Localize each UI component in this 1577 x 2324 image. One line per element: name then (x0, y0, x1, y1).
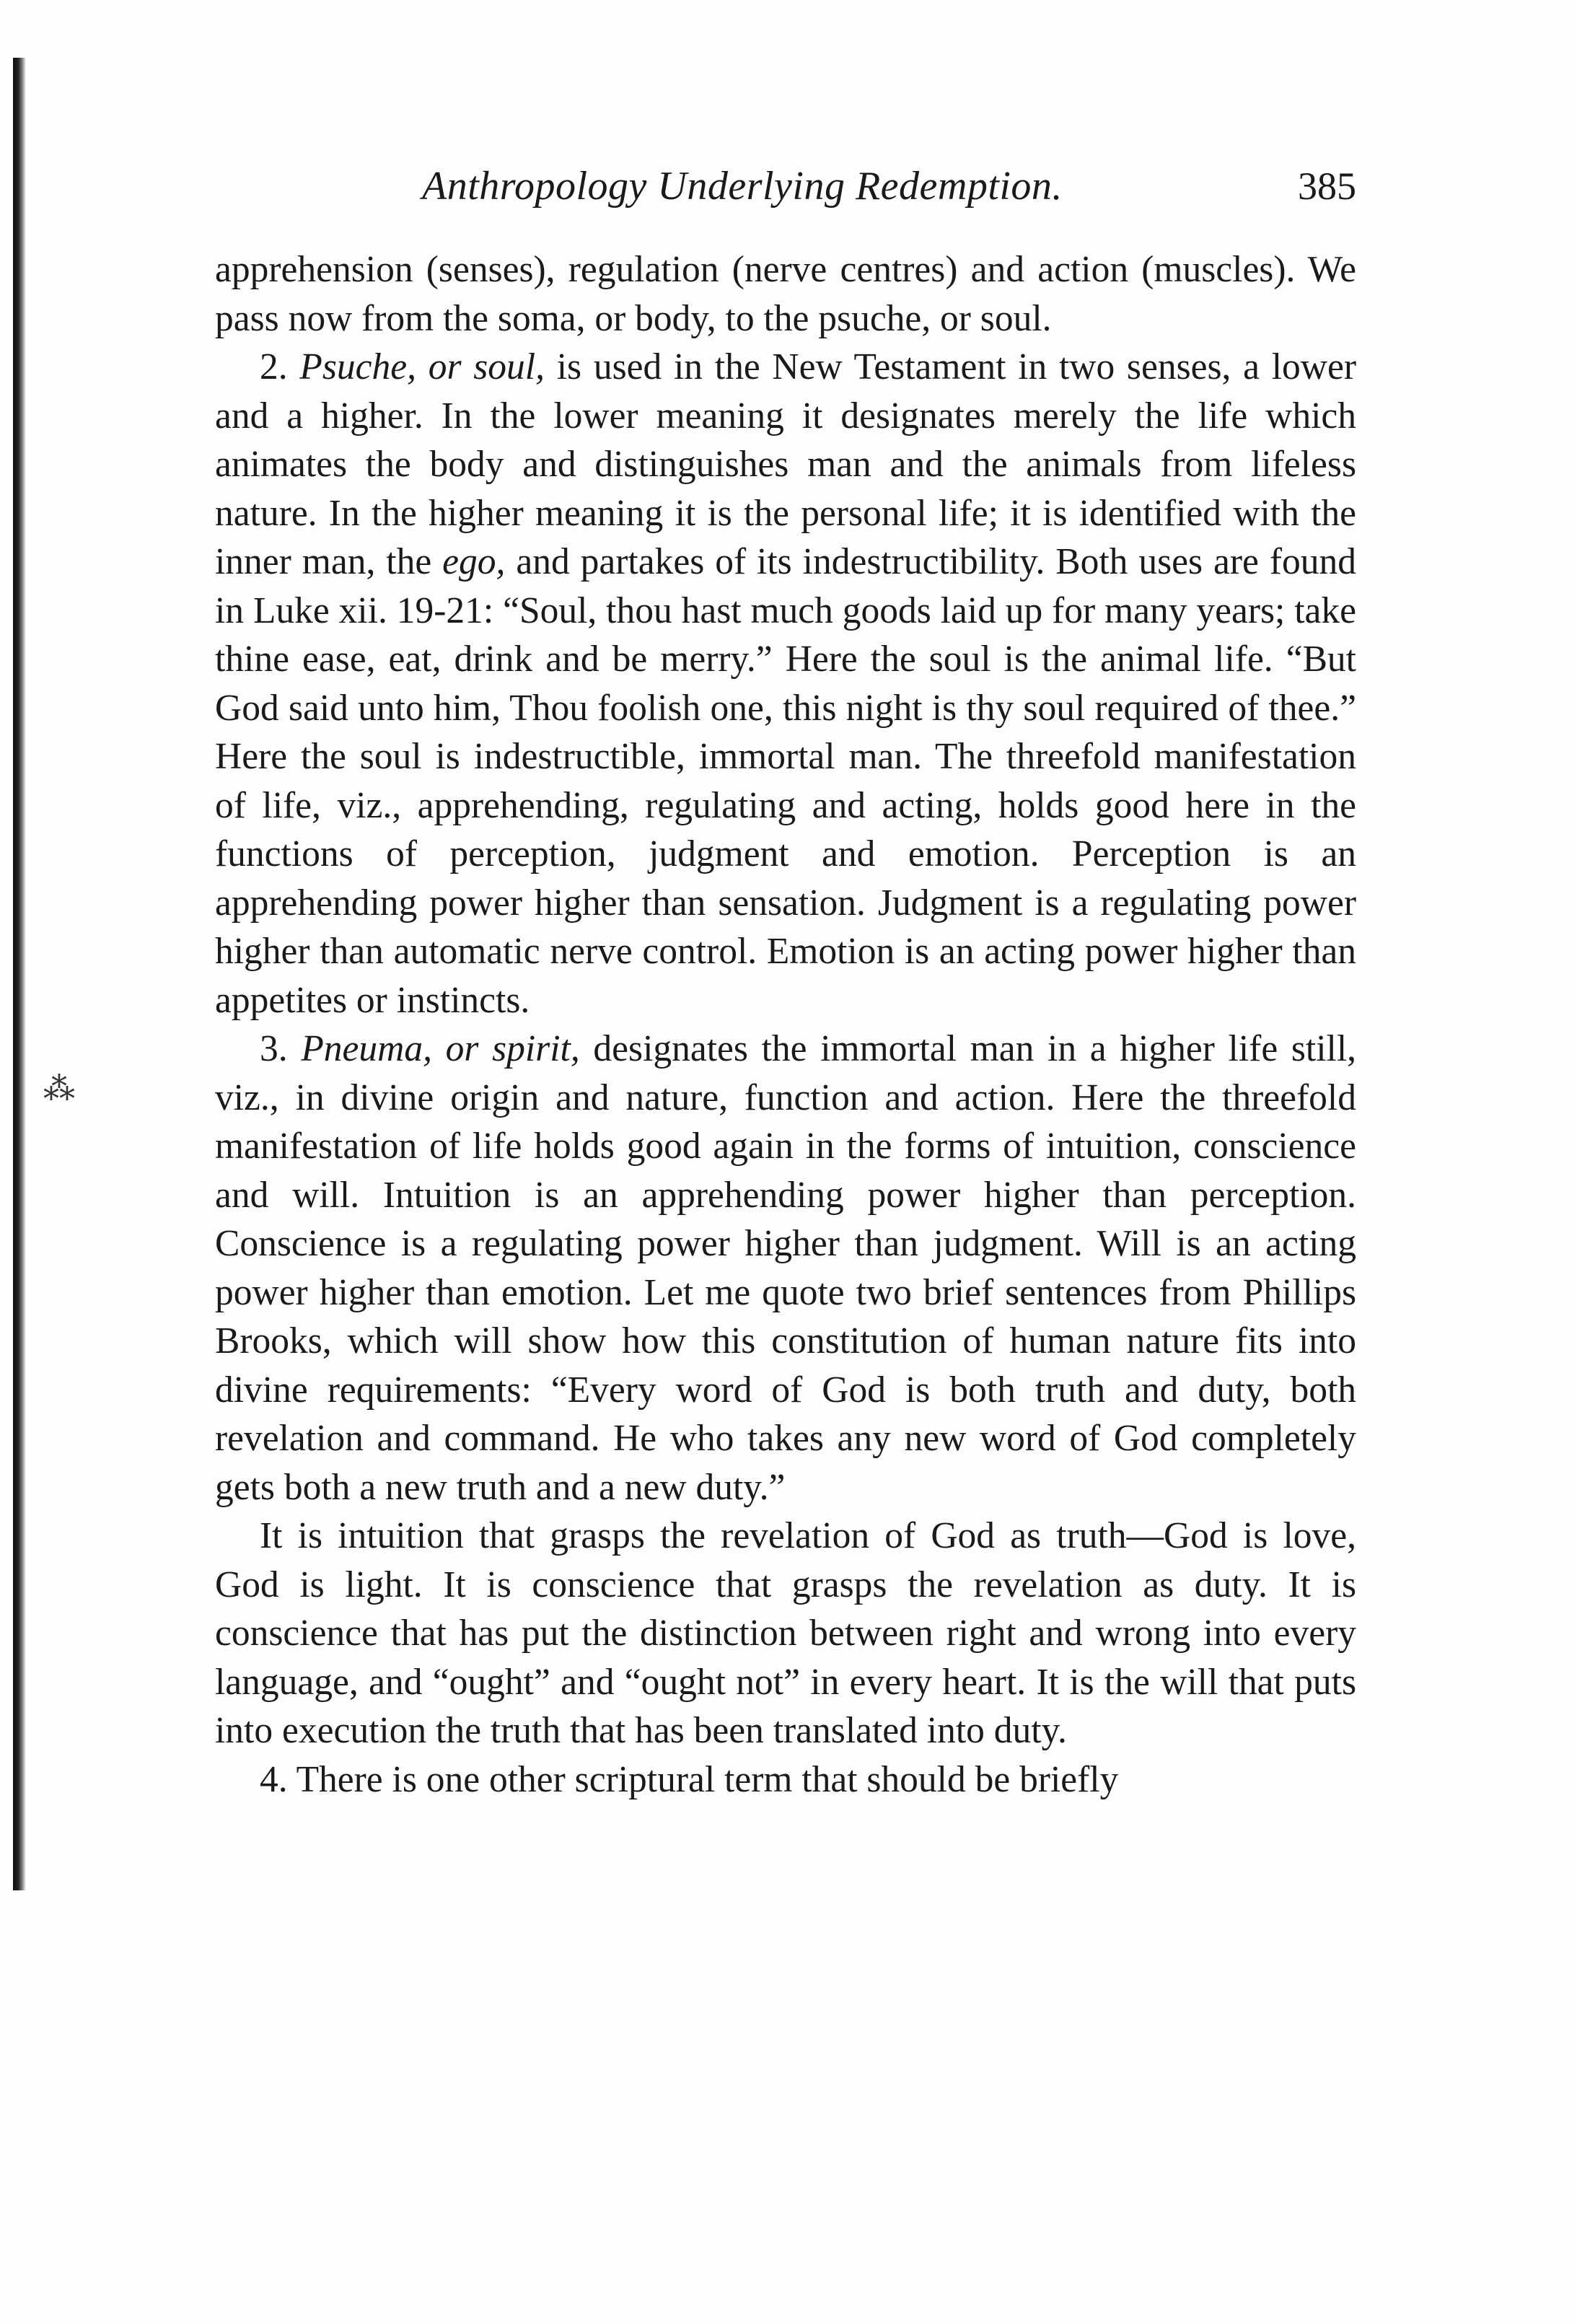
text-run: 4. There is one other scriptural term that should be briefly (260, 1758, 1119, 1800)
text-run: It is intuition that grasps the revelation of God as truth—God is love, God is light. It is conscience that grasps the revelation as duty. It is conscience that has put the distinction between right and wrong into every language, and “ought” and “ought not” in every heart. It is the will that puts into execution the truth that has been translated into duty. (215, 1515, 1356, 1751)
term-pneuma: Pneuma, or spirit, (301, 1028, 580, 1069)
paragraph-1 (215, 245, 1356, 343)
text-run: and partakes of its indestructibility. Both uses are found in Luke xii. 19-21: “Soul, thou hast much goods laid up for many years; take thine ease, eat, drink and be merry.” Here the soul is the animal life. “But God said unto him, Thou foolish one, this night is thy soul required of thee.” Here the soul is indestructible, immortal man. The threefold manifestation of life, viz., apprehending, regulating and acting, holds good here in the functions of perception, judgment and emotion. Perception is an apprehending power higher than sensation. Judgment is a regulating power higher than automatic nerve control. Emotion is an acting power higher than appetites or instincts. (215, 541, 1357, 1021)
paragraph-4-intuition (215, 1512, 1356, 1755)
section-number: 3. (260, 1028, 302, 1069)
term-ego: ego, (442, 541, 506, 582)
page-number: 385 (1298, 165, 1356, 208)
text-run: is used in the New Testament in two senses, a lower and a higher. In the lower meaning it designates merely the life which animates the body and distinguishes man and the animals from lifeless nature. In the higher meaning it is the personal life; it is identified with the inner man, the (215, 346, 1357, 582)
section-number: 2. (260, 346, 300, 387)
scan-binding-edge (13, 58, 26, 1890)
paragraph-3-pneuma (215, 1025, 1356, 1512)
running-title: Anthropology Underlying Redemption. (422, 164, 1063, 209)
text-run: designates the immortal man in a higher life still, viz., in divine origin and nature, function and action. Here the threefold manifestation of life holds good again in the forms of intuition, conscience and will. Intuition is an apprehending power higher than perception. Conscience is a regulating power higher than judgment. Will is an acting power higher than emotion. Let me quote two brief sentences from Phillips Brooks, which will show how this constitution of human nature fits into divine requirements: “Every word of God is both truth and duty, both revelation and command. He who takes any new word of God completely gets both a new truth and a new duty.” (215, 1028, 1357, 1508)
paragraph-5-continued (215, 1755, 1356, 1805)
paragraph-2-psuche (215, 343, 1356, 1025)
term-psuche: Psuche, or soul, (299, 346, 545, 387)
text-run: apprehension (senses), regulation (nerve centres) and action (muscles). We pass now from the soma, or body, to the psuche, or soul. (215, 249, 1356, 339)
body-text (215, 245, 1356, 1804)
running-head (216, 157, 1356, 215)
scan-smudge-mark: ⁂ (43, 1071, 75, 1107)
